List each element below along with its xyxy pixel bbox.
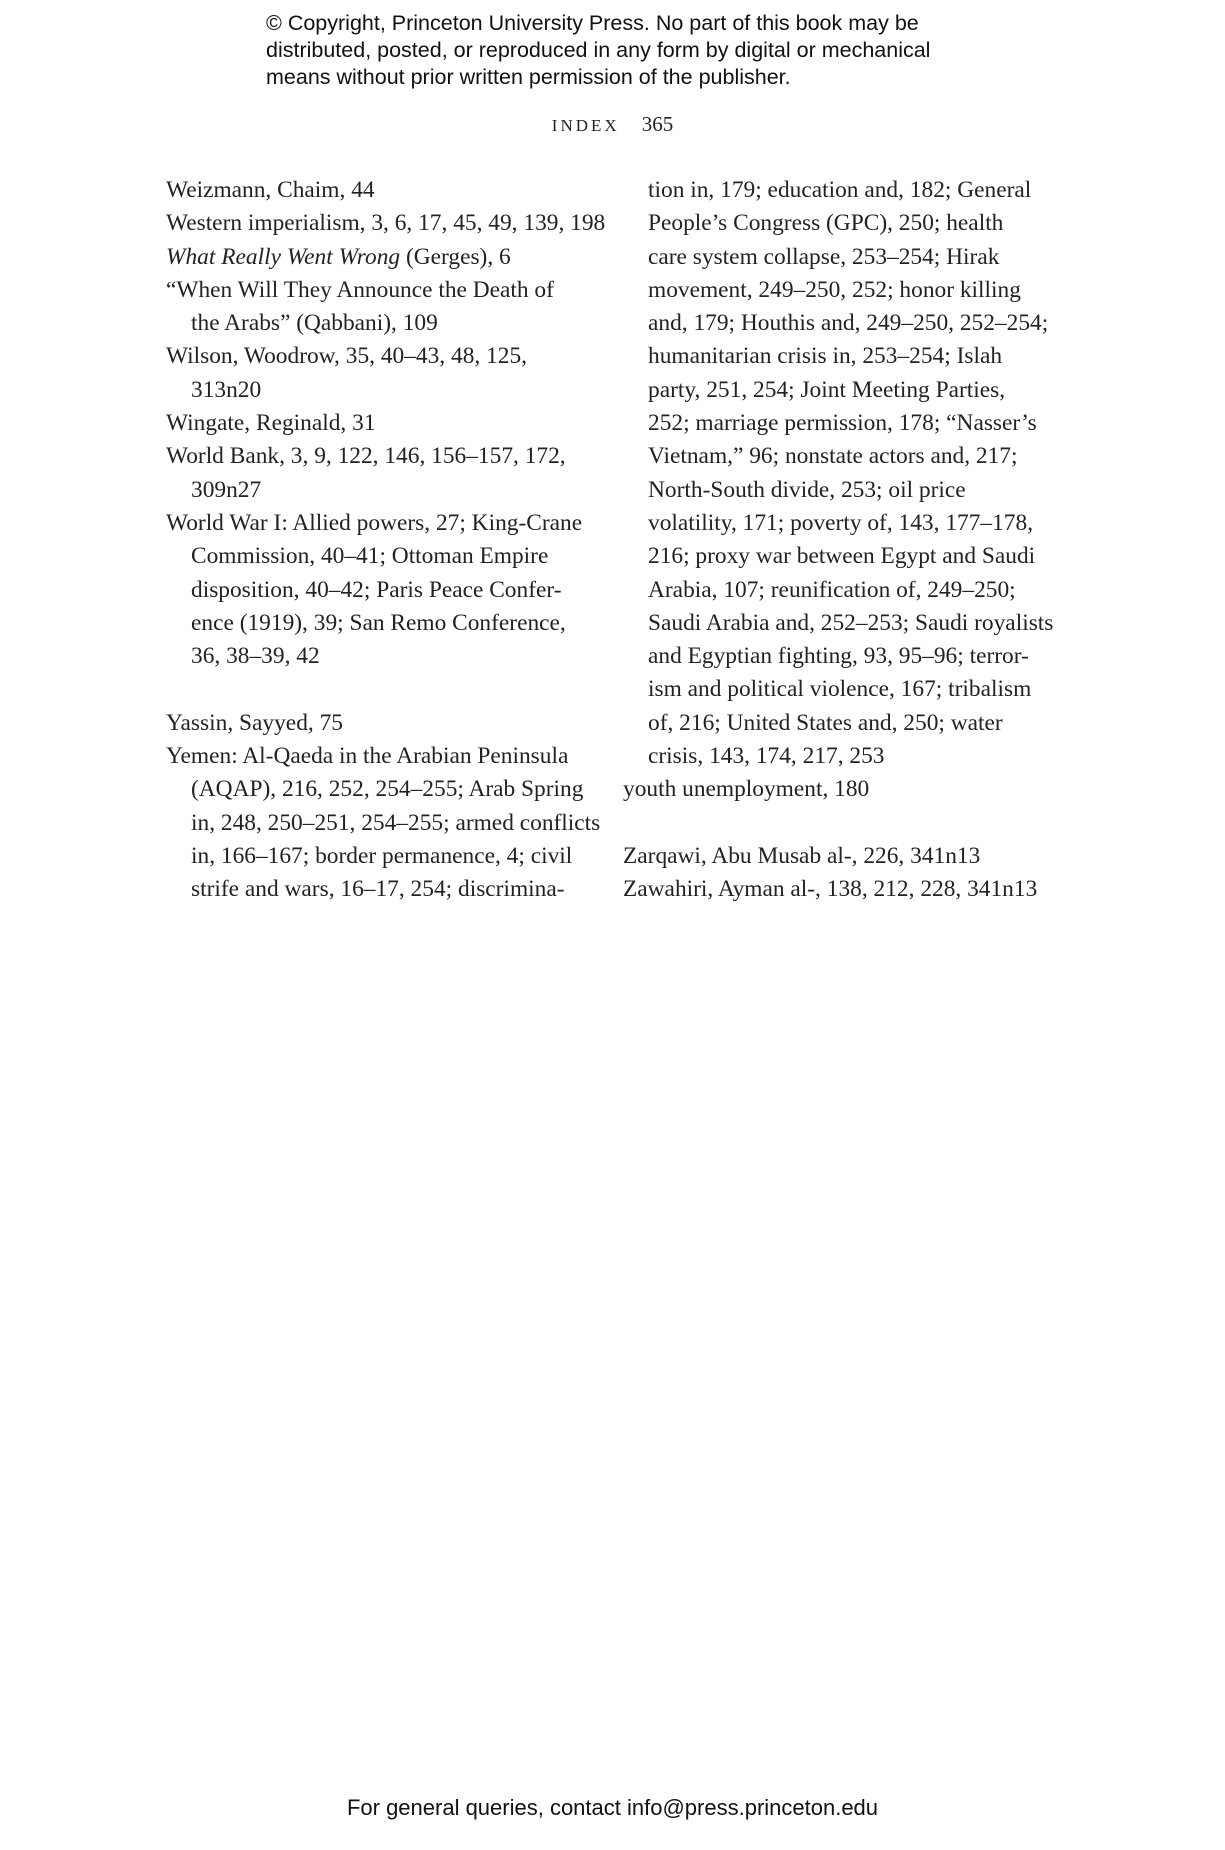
- index-entry-yassin: [166, 707, 586, 740]
- page-number: 365: [641, 112, 674, 136]
- entry-line: strife and wars, 16–17, 254; discrimina-: [191, 876, 565, 903]
- letter-gap: [623, 807, 1043, 840]
- entry-line: 252; marriage permission, 178; “Nasser’s: [648, 410, 1037, 437]
- entry-line: volatility, 171; poverty of, 143, 177–178,: [648, 509, 1034, 536]
- entry-line: in, 166–167; border permanence, 4; civil: [191, 842, 573, 869]
- index-column-left: [166, 174, 606, 907]
- index-entry-zawahiri: [623, 873, 1043, 906]
- entry-line: 216; proxy war between Egypt and Saudi: [648, 543, 1036, 570]
- entry-line: and, 179; Houthis and, 249–250, 252–254;: [648, 310, 1049, 337]
- entry-line: youth unemployment, 180: [623, 776, 870, 803]
- entry-line: (AQAP), 216, 252, 254–255; Arab Spring: [191, 776, 584, 803]
- letter-gap: [166, 673, 586, 706]
- entry-line: Zawahiri, Ayman al-, 138, 212, 228, 341n13: [623, 876, 1038, 903]
- index-entry-wilson: [166, 340, 586, 407]
- entry-line: Wilson, Woodrow, 35, 40–43, 48, 125,: [166, 343, 528, 370]
- entry-line: Yassin, Sayyed, 75: [166, 709, 343, 736]
- index-entry-western-imperialism: [166, 207, 606, 240]
- entry-line: 309n27: [191, 476, 262, 503]
- entry-line: of, 216; United States and, 250; water: [648, 709, 1003, 736]
- entry-line: Commission, 40–41; Ottoman Empire: [191, 543, 549, 570]
- entry-line: and Egyptian fighting, 93, 95–96; terror-: [648, 643, 1029, 670]
- entry-line: Zarqawi, Abu Musab al-, 226, 341n13: [623, 842, 981, 869]
- index-entry-zarqawi: [623, 840, 1043, 873]
- index-entry-world-war-one: [166, 507, 586, 673]
- entry-line: Vietnam,” 96; nonstate actors and, 217;: [648, 443, 1018, 470]
- entry-line: Saudi Arabia and, 252–253; Saudi royalists: [648, 609, 1054, 636]
- entry-line: People’s Congress (GPC), 250; health: [648, 210, 1004, 237]
- entry-line: Wingate, Reginald, 31: [166, 410, 376, 437]
- entry-line: tion in, 179; education and, 182; General: [648, 177, 1032, 203]
- entry-line: crisis, 143, 174, 217, 253: [648, 743, 885, 770]
- book-title: What Really Went Wrong: [166, 243, 401, 270]
- entry-line: ism and political violence, 167; tribalism: [648, 676, 1032, 703]
- entry-line: World War I: Allied powers, 27; King-Crane: [166, 509, 583, 536]
- index-entry-wingate: [166, 407, 586, 440]
- footer-contact: For general queries, contact info@press.princeton.edu: [346, 1795, 879, 1820]
- section-label: INDEX: [551, 116, 620, 135]
- index-entry-yemen: [166, 740, 601, 906]
- index-entry-world-bank: [166, 440, 586, 507]
- index-entry-yemen-continued: [623, 174, 1054, 773]
- entry-line: the Arabs” (Qabbani), 109: [191, 310, 438, 337]
- entry-line: Arabia, 107; reunification of, 249–250;: [648, 576, 1016, 603]
- entry-line: 313n20: [191, 376, 262, 403]
- index-entry-youth-unemployment: [623, 773, 1043, 806]
- entry-line: disposition, 40–42; Paris Peace Confer-: [191, 576, 562, 603]
- index-entry-what-really-went-wrong: [166, 241, 586, 274]
- entry-line: ence (1919), 39; San Remo Conference,: [191, 609, 566, 636]
- entry-line: North-South divide, 253; oil price: [648, 476, 966, 503]
- entry-line: Western imperialism, 3, 6, 17, 45, 49, 139, 198: [166, 210, 606, 237]
- running-head: [0, 112, 1225, 137]
- entry-line: party, 251, 254; Joint Meeting Parties,: [648, 376, 1006, 403]
- entry-line: 36, 38–39, 42: [191, 643, 320, 670]
- copyright-line: distributed, posted, or reproduced in any form by digital or mechanical: [266, 38, 931, 62]
- index-column-right: [623, 174, 1054, 907]
- copyright-notice: [266, 10, 1026, 91]
- entry-line: movement, 249–250, 252; honor killing: [648, 276, 1021, 303]
- copyright-line: means without prior written permission of the publisher.: [266, 65, 791, 89]
- entry-line: (Gerges), 6: [400, 243, 511, 270]
- copyright-line: © Copyright, Princeton University Press. No part of this book may be: [266, 11, 919, 35]
- entry-line: World Bank, 3, 9, 122, 146, 156–157, 172,: [166, 443, 566, 470]
- entry-line: care system collapse, 253–254; Hirak: [648, 243, 1000, 270]
- index-entry-weizmann: [166, 174, 586, 207]
- entry-line: Yemen: Al-Qaeda in the Arabian Peninsula: [166, 743, 569, 770]
- index-entry-when-will-they: [166, 274, 586, 341]
- entry-line: “When Will They Announce the Death of: [166, 276, 554, 303]
- entry-line: in, 248, 250–251, 254–255; armed conflicts: [191, 809, 601, 836]
- entry-line: humanitarian crisis in, 253–254; Islah: [648, 343, 1003, 370]
- entry-line: Weizmann, Chaim, 44: [166, 177, 375, 203]
